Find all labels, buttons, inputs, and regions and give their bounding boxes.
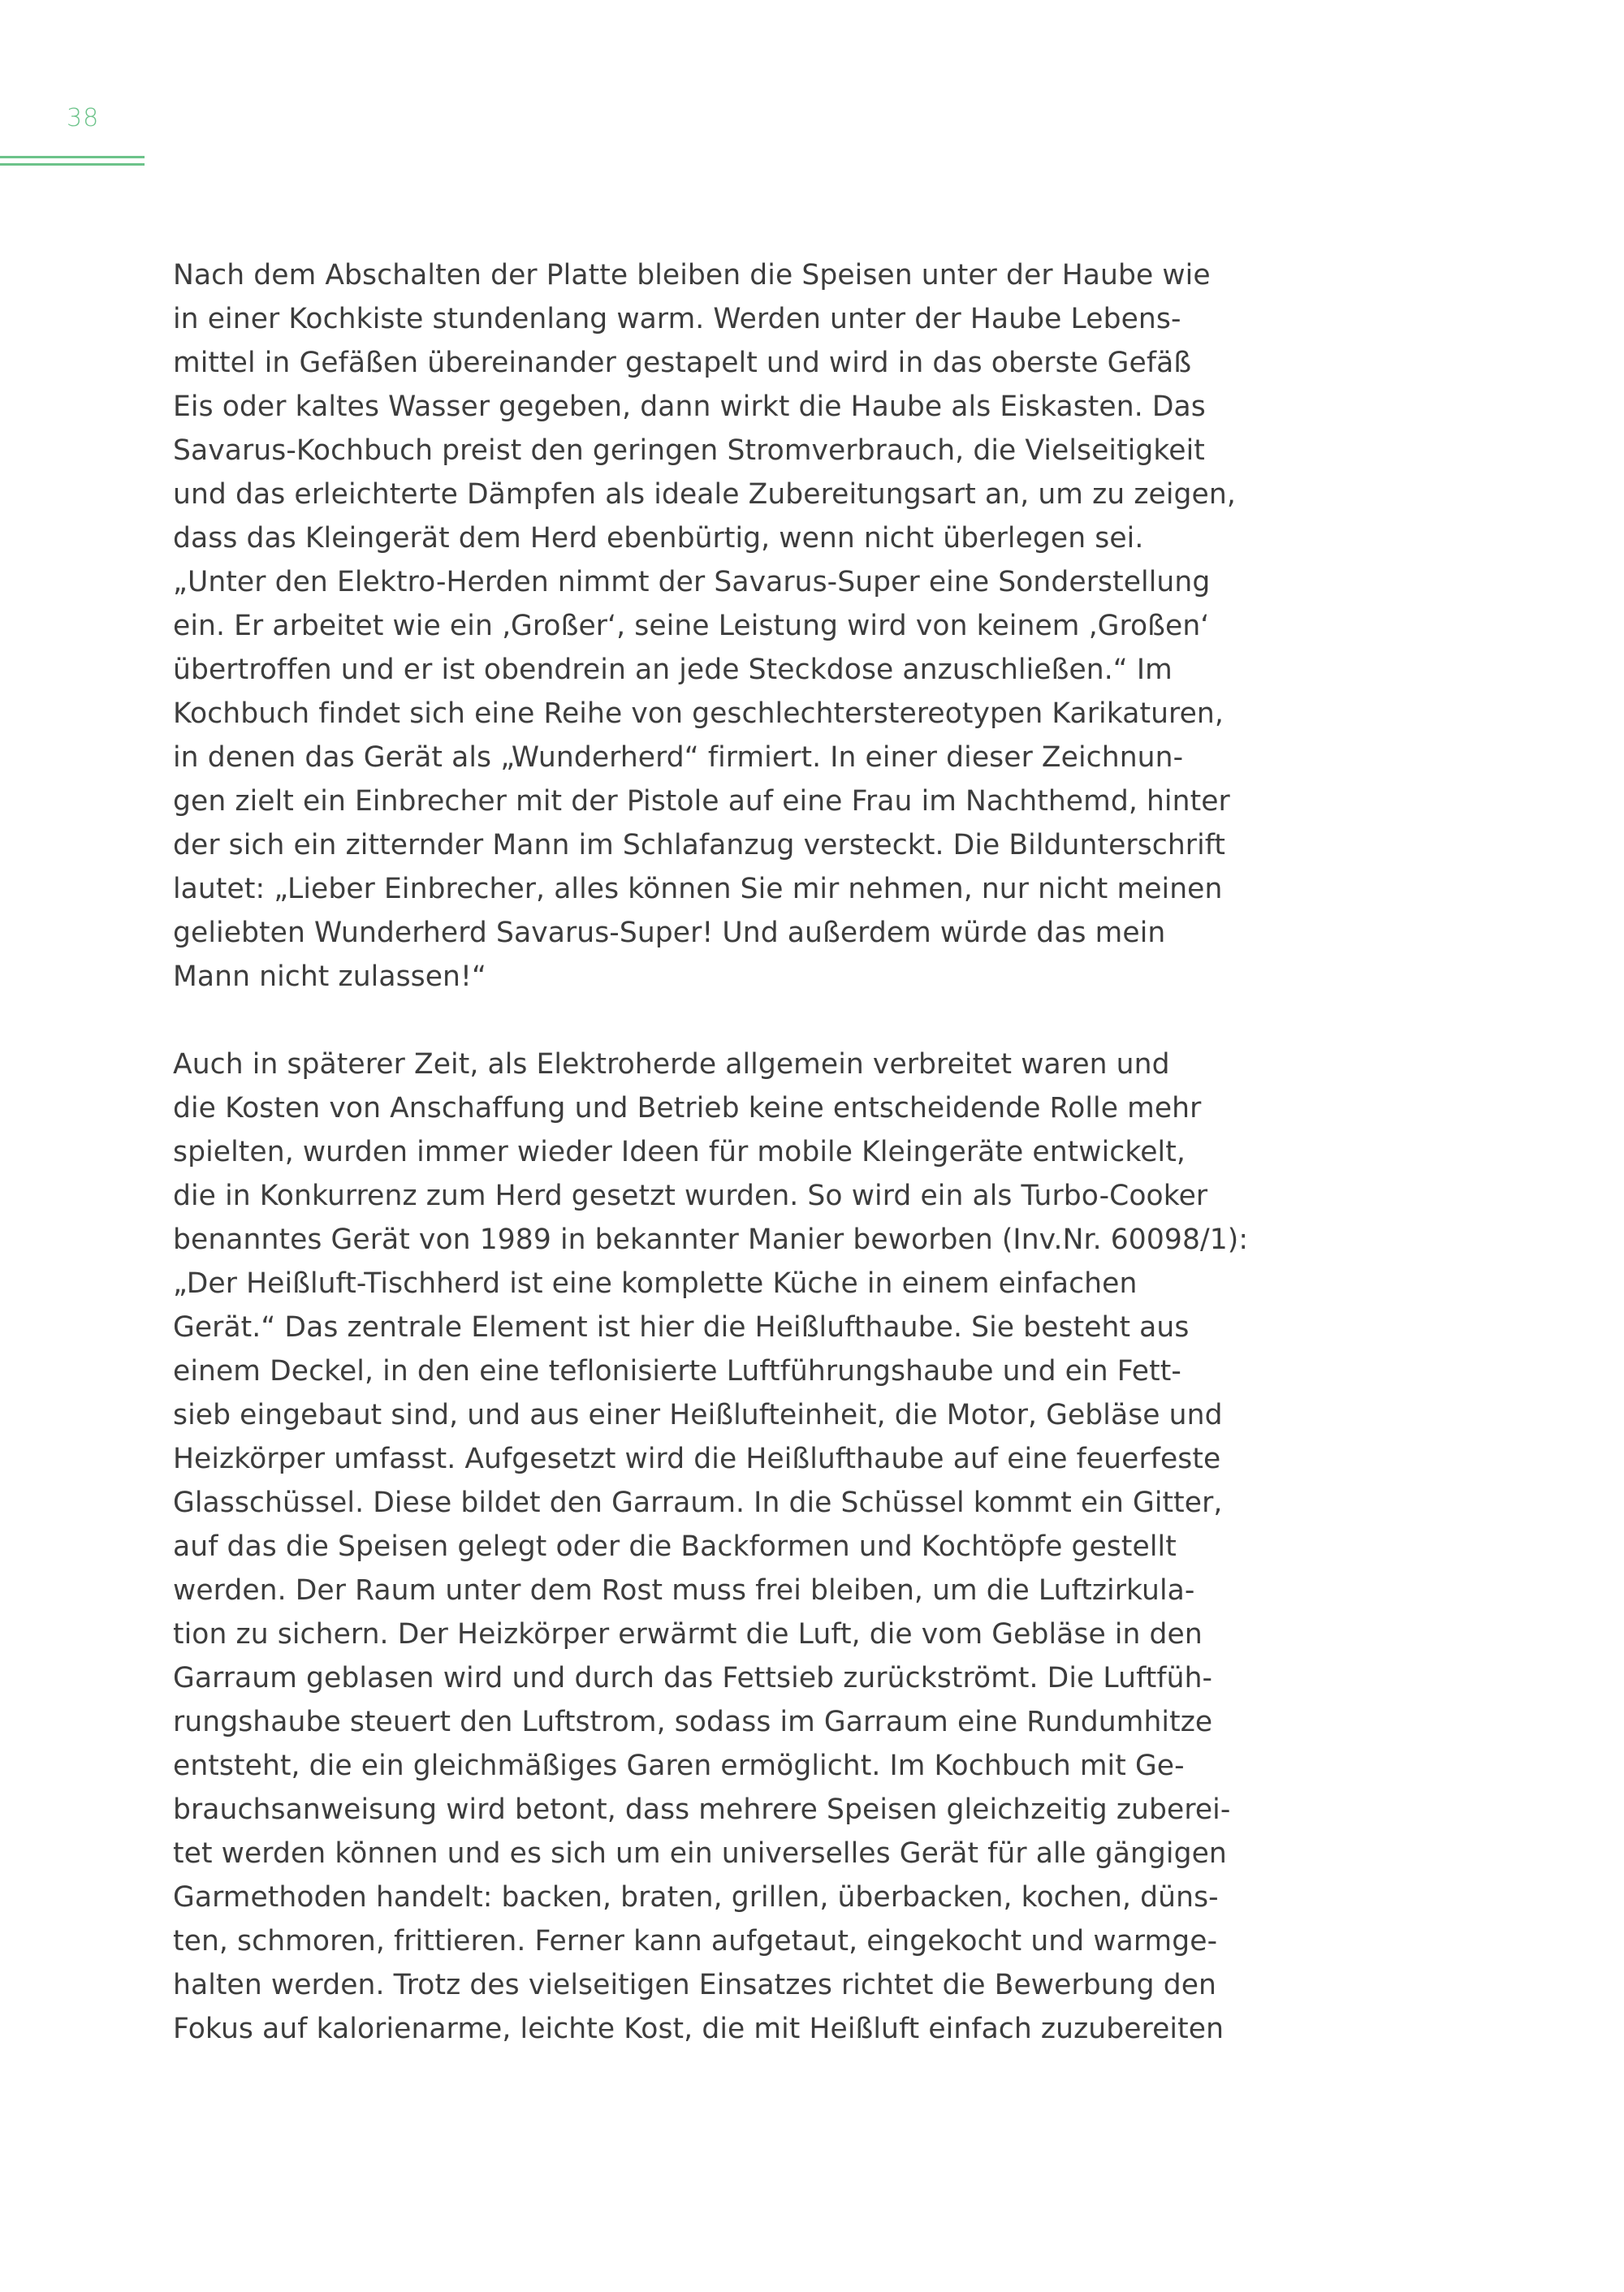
header-rule-bottom [0,163,145,166]
text-line: tion zu sichern. Der Heizkörper erwärmt die Luft, die vom Gebläse in den [173,1618,1203,1651]
text-line: Garmethoden handelt: backen, braten, grillen, überbacken, kochen, düns- [173,1881,1219,1914]
text-line: sieb eingebaut sind, und aus einer Heißlufteinheit, die Motor, Gebläse und [173,1399,1223,1431]
text-line: Glasschüssel. Diese bildet den Garraum. In die Schüssel kommt ein Gitter, [173,1487,1223,1519]
paragraph-gap [173,999,1310,1042]
text-line: mittel in Gefäßen übereinander gestapelt und wird in das oberste Gefäß [173,347,1192,379]
text-line: der sich ein zitternder Mann im Schlafanzug versteckt. Die Bildunterschrift [173,829,1226,861]
text-line: in denen das Gerät als „Wunderherd“ firmiert. In einer dieser Zeichnun- [173,741,1184,774]
text-line: tet werden können und es sich um ein universelles Gerät für alle gängigen [173,1837,1227,1870]
text-line: Garraum geblasen wird und durch das Fettsieb zurückströmt. Die Luftfüh- [173,1662,1213,1694]
text-line: halten werden. Trotz des vielseitigen Einsatzes richtet die Bewerbung den [173,1969,1216,2001]
text-line: die Kosten von Anschaffung und Betrieb keine entscheidende Rolle mehr [173,1092,1202,1124]
text-line: übertroffen und er ist obendrein an jede Steckdose anzuschließen.“ Im [173,654,1173,686]
text-line: die in Konkurrenz zum Herd gesetzt wurden. So wird ein als Turbo-Cooker [173,1180,1208,1212]
text-line: geliebten Wunderherd Savarus-Super! Und außerdem würde das mein [173,917,1166,949]
text-line: Mann nicht zulassen!“ [173,960,486,993]
text-line: ten, schmoren, frittieren. Ferner kann aufgetaut, eingekocht und warmge- [173,1925,1218,1957]
text-line: Gerät.“ Das zentrale Element ist hier die Heißlufthaube. Sie besteht aus [173,1311,1190,1344]
body-text [173,253,1310,2051]
text-line: werden. Der Raum unter dem Rost muss frei bleiben, um die Luftzirkula- [173,1574,1195,1607]
text-line: Kochbuch findet sich eine Reihe von geschlechterstereotypen Karikaturen, [173,697,1224,730]
page-number: 38 [67,104,100,132]
text-line: Savarus-Kochbuch preist den geringen Stromverbrauch, die Vielseitigkeit [173,434,1205,467]
text-line: in einer Kochkiste stundenlang warm. Werden unter der Haube Lebens- [173,303,1181,335]
text-line: „Der Heißluft-Tischherd ist eine komplette Küche in einem einfachen [173,1267,1138,1300]
text-line: Fokus auf kalorienarme, leichte Kost, die mit Heißluft einfach zuzubereiten [173,2013,1224,2045]
text-line: Nach dem Abschalten der Platte bleiben die Speisen unter der Haube wie [173,259,1211,291]
header-rule-top [0,156,145,158]
text-line: spielten, wurden immer wieder Ideen für mobile Kleingeräte entwickelt, [173,1136,1186,1168]
text-line: Eis oder kaltes Wasser gegeben, dann wirkt die Haube als Eiskasten. Das [173,391,1206,423]
text-line: Heizkörper umfasst. Aufgesetzt wird die Heißlufthaube auf eine feuerfeste [173,1443,1221,1475]
text-line: Auch in späterer Zeit, als Elektroherde allgemein verbreitet waren und [173,1048,1170,1081]
text-line: dass das Kleingerät dem Herd ebenbürtig, wenn nicht überlegen sei. [173,522,1144,555]
text-line: auf das die Speisen gelegt oder die Backformen und Kochtöpfe gestellt [173,1530,1177,1563]
text-line: lautet: „Lieber Einbrecher, alles können Sie mir nehmen, nur nicht meinen [173,873,1223,905]
text-line: benanntes Gerät von 1989 in bekannter Manier beworben (Inv.Nr. 60098/1): [173,1224,1249,1256]
text-line: ein. Er arbeitet wie ein ‚Großer‘, seine Leistung wird von keinem ‚Großen‘ [173,610,1210,642]
text-line: „Unter den Elektro-Herden nimmt der Savarus-Super eine Sonderstellung [173,566,1211,598]
paragraph-2 [173,1042,1310,2051]
text-line: brauchsanweisung wird betont, dass mehrere Speisen gleichzeitig zuberei- [173,1793,1231,1826]
text-line: gen zielt ein Einbrecher mit der Pistole auf eine Frau im Nachthemd, hinter [173,785,1230,818]
text-line: rungshaube steuert den Luftstrom, sodass im Garraum eine Rundumhitze [173,1706,1213,1738]
text-line: einem Deckel, in den eine teflonisierte Luftführungshaube und ein Fett- [173,1355,1181,1388]
text-line: und das erleichterte Dämpfen als ideale Zubereitungsart an, um zu zeigen, [173,478,1236,511]
text-line: entsteht, die ein gleichmäßiges Garen ermöglicht. Im Kochbuch mit Ge- [173,1750,1185,1782]
paragraph-1 [173,253,1310,999]
